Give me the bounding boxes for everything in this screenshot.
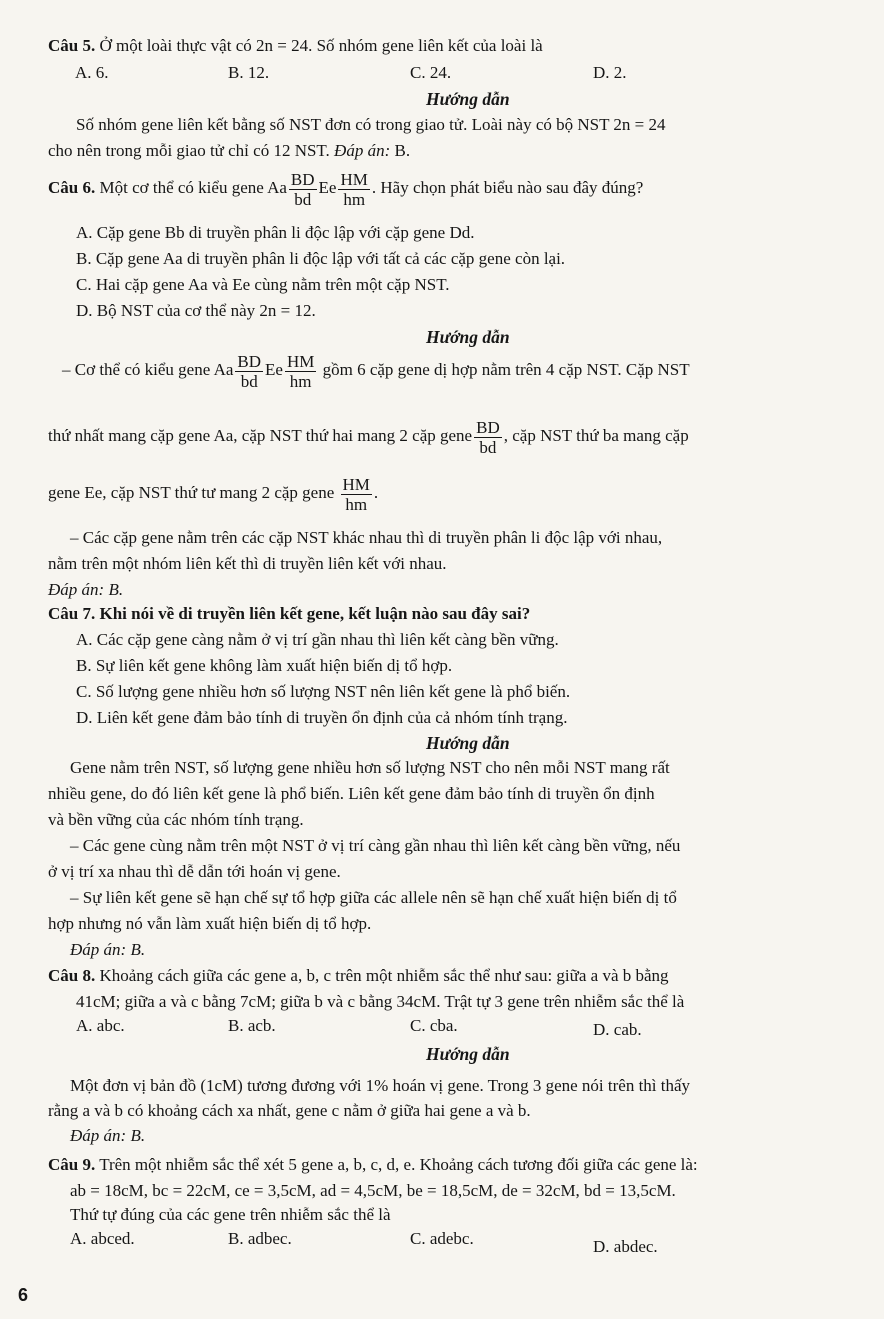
q6-stem bbox=[48, 168, 643, 209]
q6-guide-2-fraction-bd bbox=[474, 418, 502, 457]
q6-option-c: C. Hai cặp gene Aa và Ee cùng nằm trên một cặp NST. bbox=[76, 275, 450, 294]
q7-option-c: C. Số lượng gene nhiều hơn số lượng NST nên liên kết gene là phổ biến. bbox=[76, 682, 571, 701]
q6-post: . Hãy chọn phát biểu nào sau đây đúng? bbox=[371, 178, 644, 197]
q6-fraction-bd-denominator: bd bbox=[294, 189, 312, 209]
q6-guide-3-pre: gene Ee, cặp NST thứ tư mang 2 cặp gene bbox=[48, 483, 335, 502]
q8-option-d: D. cab. bbox=[593, 1020, 642, 1039]
q9-option-b: B. adbec. bbox=[228, 1229, 292, 1248]
q5-guide-text: cho nên trong mỗi giao tử chỉ có 12 NST. bbox=[48, 141, 330, 160]
q5-answer-key: Đáp án: bbox=[334, 141, 391, 160]
q8-guide-heading: Hướng dẫn bbox=[426, 1044, 510, 1064]
q7-guide-line-2: nhiều gene, do đó liên kết gene là phổ biến. Liên kết gene đảm bảo tính di truyền ổn định bbox=[48, 784, 655, 803]
q6-guide-2-fraction-numerator: BD bbox=[476, 417, 500, 437]
q6-fraction-bd bbox=[289, 170, 317, 209]
q7-option-b: B. Sự liên kết gene không làm xuất hiện biến dị tổ hợp. bbox=[76, 656, 453, 675]
q7-guide-line-5: ở vị trí xa nhau thì dễ dẫn tới hoán vị gene. bbox=[48, 862, 341, 881]
q5-stem bbox=[48, 36, 543, 56]
q5-option-d: D. 2. bbox=[593, 63, 627, 82]
q6-guide-heading: Hướng dẫn bbox=[426, 327, 510, 347]
q6-fraction-hm-denominator: hm bbox=[343, 189, 366, 209]
q6-guide-1-pre: – Cơ thể có kiểu gene Aa bbox=[62, 360, 234, 379]
q6-guide-fraction-bd-denominator: bd bbox=[240, 371, 258, 391]
q7-guide-line-1: Gene nằm trên NST, số lượng gene nhiều hơn số lượng NST cho nên mỗi NST mang rất bbox=[70, 758, 670, 777]
q6-mid: Ee bbox=[318, 178, 337, 197]
q6-pre: Một cơ thể có kiểu gene Aa bbox=[99, 178, 287, 197]
q6-guide-3-post: . bbox=[373, 483, 379, 502]
q6-fraction-hm-numerator: HM bbox=[340, 169, 368, 189]
q7-label: Câu 7. bbox=[48, 604, 96, 623]
q5-label: Câu 5. bbox=[48, 36, 96, 55]
q6-guide-fraction-bd bbox=[235, 352, 263, 391]
q6-guide-3-fraction-numerator: HM bbox=[342, 474, 370, 494]
q6-answer: Đáp án: B. bbox=[48, 580, 124, 599]
q6-guide-fraction-bd-numerator: BD bbox=[237, 351, 262, 371]
q7-stem bbox=[48, 604, 530, 624]
q6-option-a: A. Cặp gene Bb di truyền phân li độc lập với cặp gene Dd. bbox=[76, 223, 475, 242]
q7-text: Khi nói về di truyền liên kết gene, kết luận nào sau đây bbox=[99, 604, 498, 623]
q6-guide-fraction-hm-denominator: hm bbox=[289, 371, 312, 391]
q7-guide-line-6: – Sự liên kết gene sẽ hạn chế sự tổ hợp giữa các allele nên sẽ hạn chế xuất hiện biến dị tổ bbox=[70, 888, 677, 907]
q9-stem-line-3: Thứ tự đúng của các gene trên nhiễm sắc thể là bbox=[70, 1205, 391, 1224]
q6-guide-fraction-hm-numerator: HM bbox=[286, 351, 315, 371]
q6-guide-3-fraction-denominator: hm bbox=[345, 494, 368, 514]
q5-answer-value: B. bbox=[394, 141, 411, 160]
q7-emphasis: sai bbox=[501, 604, 522, 623]
q8-stem-line-2: 41cM; giữa a và c bằng 7cM; giữa b và c bằng 34cM. Trật tự 3 gene trên nhiễm sắc thể là bbox=[76, 992, 685, 1011]
q7-answer: Đáp án: B. bbox=[70, 940, 146, 959]
q8-text-1: Khoảng cách giữa các gene a, b, c trên một nhiễm sắc thể như sau: giữa a và b bằng bbox=[99, 966, 669, 985]
q6-guide-line-1 bbox=[62, 350, 690, 391]
q5-text: Ở một loài thực vật có 2n = 24. Số nhóm gene liên kết của loài là bbox=[99, 36, 543, 55]
q6-guide-line-3 bbox=[48, 473, 378, 514]
q9-option-c: C. adebc. bbox=[410, 1229, 474, 1248]
q6-guide-1-mid: Ee bbox=[265, 360, 283, 379]
q6-guide-line-2 bbox=[48, 416, 689, 457]
q6-option-b: B. Cặp gene Aa di truyền phân li độc lập với tất cả các cặp gene còn lại. bbox=[76, 249, 566, 268]
q7-option-d: D. Liên kết gene đảm bảo tính di truyền ổn định của cả nhóm tính trạng. bbox=[76, 708, 568, 727]
q5-guide-line-2 bbox=[48, 141, 410, 161]
q6-guide-2-pre: thứ nhất mang cặp gene Aa, cặp NST thứ hai mang 2 cặp gene bbox=[48, 426, 473, 445]
q8-option-c: C. cba. bbox=[410, 1016, 458, 1035]
q6-guide-fraction-hm bbox=[285, 352, 316, 391]
q6-guide-line-4: – Các cặp gene nằm trên các cặp NST khác nhau thì di truyền phân li độc lập với nhau, bbox=[70, 528, 663, 547]
q8-option-a: A. abc. bbox=[76, 1016, 125, 1035]
q6-guide-2-post: , cặp NST thứ ba mang cặp bbox=[503, 426, 689, 445]
q5-option-c: C. 24. bbox=[410, 63, 452, 82]
q7-end: ? bbox=[521, 604, 531, 623]
q9-option-d: D. abdec. bbox=[593, 1237, 658, 1256]
q7-guide-heading: Hướng dẫn bbox=[426, 733, 510, 753]
q6-guide-1-post: gồm 6 cặp gene dị hợp nằm trên 4 cặp NST. Cặp NST bbox=[322, 360, 690, 379]
q6-option-d: D. Bộ NST của cơ thể này 2n = 12. bbox=[76, 301, 316, 320]
q6-guide-line-5: nằm trên một nhóm liên kết thì di truyền liên kết với nhau. bbox=[48, 554, 447, 573]
q6-guide-2-fraction-denominator: bd bbox=[479, 437, 497, 457]
q7-guide-line-4: – Các gene cùng nằm trên một NST ở vị trí càng gần nhau thì liên kết càng bền vững, nếu bbox=[70, 836, 681, 855]
q9-label: Câu 9. bbox=[48, 1155, 96, 1174]
q6-fraction-bd-numerator: BD bbox=[290, 169, 315, 189]
q8-label: Câu 8. bbox=[48, 966, 96, 985]
q5-guide-heading: Hướng dẫn bbox=[426, 89, 510, 109]
q9-stem-line-1 bbox=[48, 1155, 698, 1175]
q8-guide-line-1: Một đơn vị bản đồ (1cM) tương đương với 1% hoán vị gene. Trong 3 gene nói trên thì thấy bbox=[70, 1076, 691, 1095]
q8-option-b: B. acb. bbox=[228, 1016, 276, 1035]
q8-answer: Đáp án: B. bbox=[70, 1126, 146, 1145]
q9-stem-line-2: ab = 18cM, bc = 22cM, ce = 3,5cM, ad = 4,5cM, be = 18,5cM, de = 32cM, bd = 13,5cM. bbox=[70, 1181, 676, 1200]
q7-guide-line-3: và bền vững của các nhóm tính trạng. bbox=[48, 810, 304, 829]
q6-guide-3-fraction-hm bbox=[341, 475, 372, 514]
q9-option-a: A. abced. bbox=[70, 1229, 135, 1248]
q8-stem-line-1 bbox=[48, 966, 669, 986]
page-number: 6 bbox=[18, 1285, 29, 1305]
q6-fraction-hm bbox=[338, 170, 369, 209]
q5-guide-line-1: Số nhóm gene liên kết bằng số NST đơn có trong giao tử. Loài này có bộ NST 2n = 24 bbox=[76, 115, 666, 134]
q8-guide-line-2: rằng a và b có khoảng cách xa nhất, gene c nằm ở giữa hai gene a và b. bbox=[48, 1101, 531, 1120]
q9-text-1: Trên một nhiễm sắc thể xét 5 gene a, b, c, d, e. Khoảng cách tương đối giữa các gene là: bbox=[99, 1155, 698, 1174]
q7-option-a: A. Các cặp gene càng nằm ở vị trí gần nhau thì liên kết càng bền vững. bbox=[76, 630, 559, 649]
q5-option-b: B. 12. bbox=[228, 63, 270, 82]
q7-guide-line-7: hợp nhưng nó vẫn làm xuất hiện biến dị tổ hợp. bbox=[48, 914, 372, 933]
q6-label: Câu 6. bbox=[48, 178, 96, 197]
q5-option-a: A. 6. bbox=[75, 63, 109, 82]
